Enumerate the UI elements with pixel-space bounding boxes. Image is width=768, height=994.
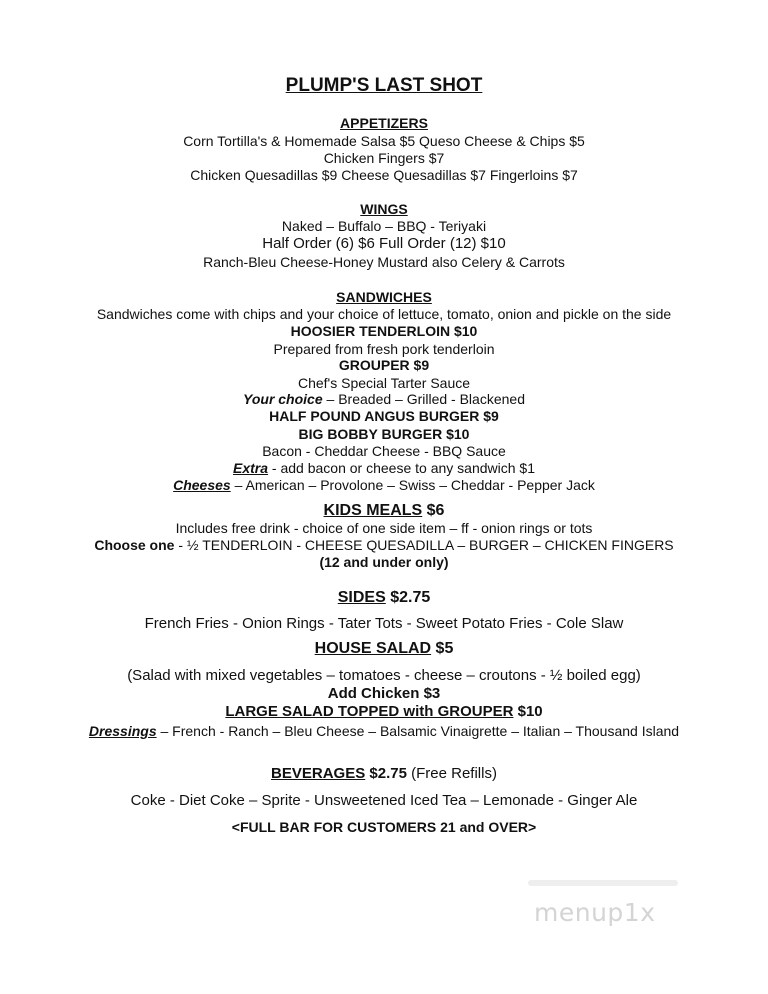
sides-heading: SIDES: [337, 589, 386, 606]
kids-includes: Includes free drink - choice of one side item – ff - onion rings or tots: [175, 520, 593, 536]
appetizers-line: Chicken Fingers $7: [323, 150, 445, 166]
appetizers-heading: APPETIZERS: [340, 115, 428, 131]
cheeses-text: – American – Provolone – Swiss – Cheddar - Pepper Jack: [230, 477, 595, 493]
menu-item-description: Chef's Special Tarter Sauce: [297, 375, 471, 391]
salad-heading-line: [0, 641, 768, 657]
salad-description: (Salad with mixed vegetables – tomatoes - cheese – croutons - ½ boiled egg): [127, 667, 641, 684]
sides-heading-line: [0, 590, 768, 606]
beverages-items: Coke - Diet Coke – Sprite - Unsweetened Iced Tea – Lemonade - Ginger Ale: [130, 792, 638, 809]
menu-item-big-bobby-burger: BIG BOBBY BURGER $10: [298, 426, 470, 442]
beverages-heading-line: [0, 766, 768, 781]
salad-heading: HOUSE SALAD: [314, 640, 432, 657]
restaurant-title: PLUMP'S LAST SHOT: [285, 75, 483, 96]
sandwiches-heading: SANDWICHES: [336, 289, 432, 305]
appetizers-line: Chicken Quesadillas $9 Cheese Quesadillas $7 Fingerloins $7: [190, 167, 578, 183]
kids-meals-price: $6: [422, 502, 445, 519]
appetizers-line: Corn Tortilla's & Homemade Salsa $5 Queso Cheese & Chips $5: [183, 133, 585, 149]
sides-price: $2.75: [385, 589, 431, 606]
menu-item-grouper: GROUPER $9: [338, 357, 430, 373]
large-salad-line: [0, 704, 768, 719]
menu-item-tenderloin: HOOSIER TENDERLOIN $10: [290, 323, 478, 339]
menu-item-description: Prepared from fresh pork tenderloin: [273, 341, 495, 357]
salad-add-chicken: Add Chicken $3: [327, 685, 441, 702]
beverages-heading: BEVERAGES: [271, 765, 366, 782]
grouper-choice-line: [0, 392, 768, 406]
watermark-logo: menup1x: [534, 898, 656, 927]
kids-age-note: (12 and under only): [319, 554, 449, 570]
extra-text: - add bacon or cheese to any sandwich $1: [268, 460, 535, 476]
choice-options: – Breaded – Grilled - Blackened: [322, 391, 525, 407]
large-salad-label: LARGE SALAD TOPPED with GROUPER: [225, 703, 514, 720]
salad-price: $5: [431, 640, 454, 657]
beverages-refills: (Free Refills): [406, 765, 497, 782]
beverages-price: $2.75: [365, 765, 407, 782]
extra-label: Extra: [233, 460, 269, 476]
choice-label: Your choice: [243, 391, 323, 407]
wings-sides: Ranch-Bleu Cheese-Honey Mustard also Celery & Carrots: [203, 254, 565, 270]
kids-meals-heading: KIDS MEALS: [323, 502, 423, 519]
sandwiches-intro: Sandwiches come with chips and your choice of lettuce, tomato, onion and pickle on the side: [96, 306, 672, 322]
cheeses-label: Cheeses: [173, 477, 231, 493]
wings-styles: Naked – Buffalo – BBQ - Teriyaki: [281, 218, 487, 234]
kids-choose-label: Choose one: [94, 537, 175, 553]
wings-heading: WINGS: [360, 201, 408, 217]
cheeses-line: [0, 478, 768, 492]
dressings-label: Dressings: [88, 723, 157, 739]
sides-items: French Fries - Onion Rings - Tater Tots - Sweet Potato Fries - Cole Slaw: [144, 615, 624, 632]
extra-line: [0, 461, 768, 475]
kids-choose-line: [0, 538, 768, 552]
menu-item-description: Bacon - Cheddar Cheese - BBQ Sauce: [262, 443, 506, 459]
large-salad-price: $10: [513, 703, 543, 720]
dressings-line: [0, 724, 768, 738]
watermark-bar: [528, 880, 678, 886]
dressings-text: – French - Ranch – Bleu Cheese – Balsamic Vinaigrette – Italian – Thousand Island: [156, 723, 680, 739]
kids-choose-options: - ½ TENDERLOIN - CHEESE QUESADILLA – BURGER – CHICKEN FINGERS: [174, 537, 674, 553]
wings-prices: Half Order (6) $6 Full Order (12) $10: [262, 235, 506, 252]
menu-item-angus-burger: HALF POUND ANGUS BURGER $9: [269, 408, 499, 424]
kids-meals-heading-line: [0, 503, 768, 519]
full-bar-note: <FULL BAR FOR CUSTOMERS 21 and OVER>: [231, 819, 537, 835]
